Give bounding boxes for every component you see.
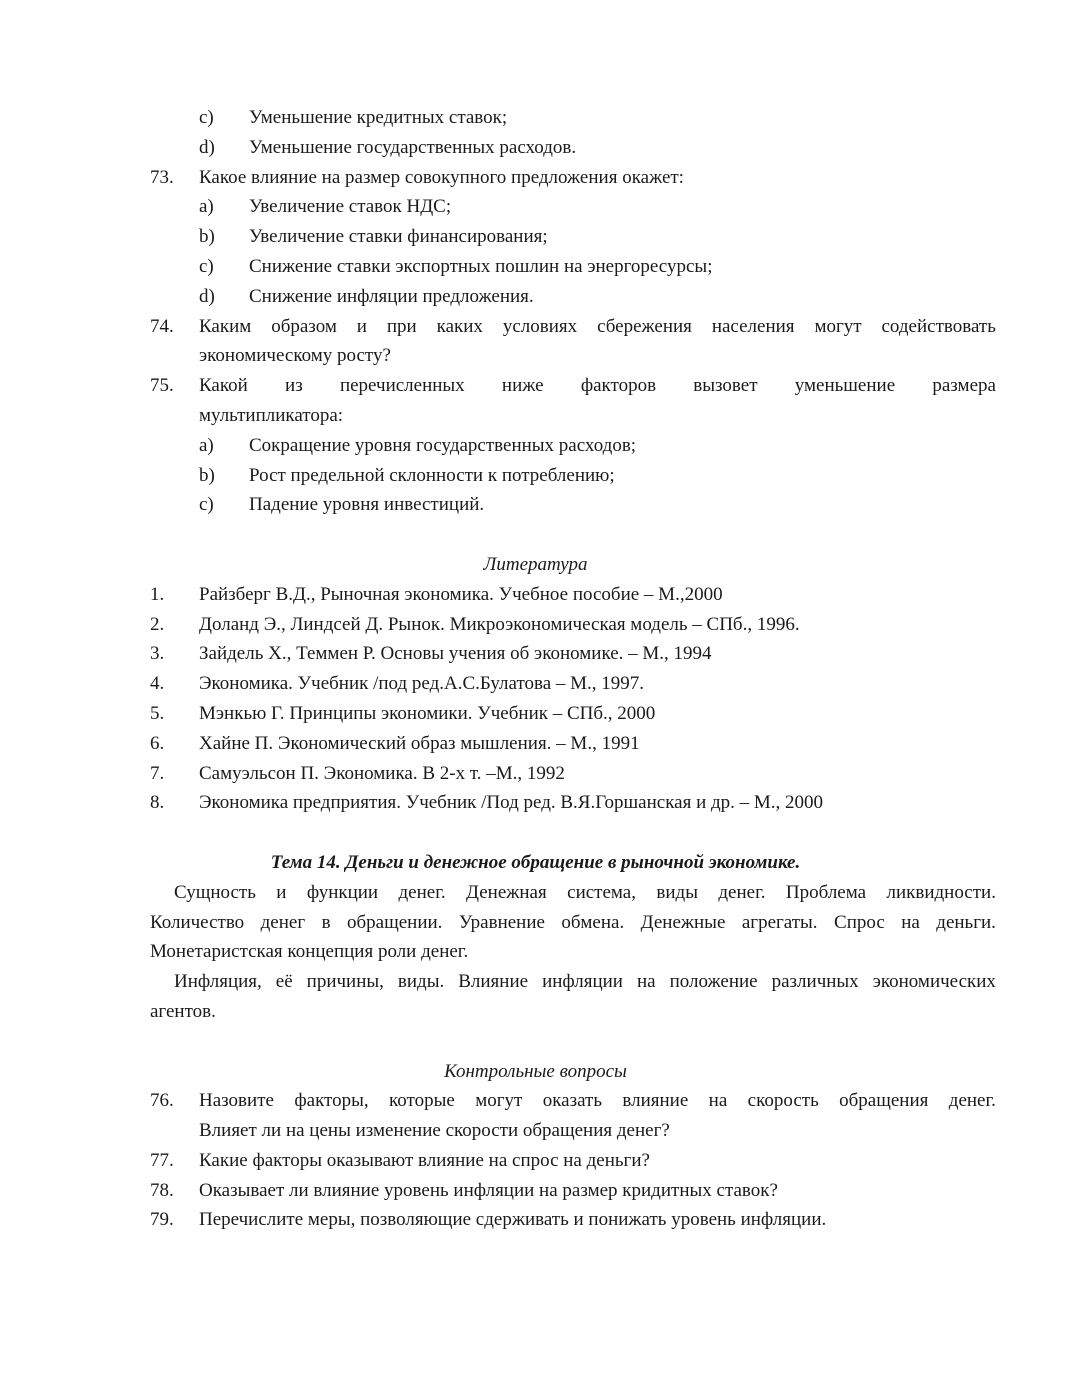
- option-letter: c): [199, 107, 214, 128]
- option-line: [0, 103, 1071, 133]
- question-text-line: [199, 1086, 996, 1116]
- word: экономических: [872, 971, 996, 993]
- question-text-line: [199, 312, 996, 342]
- literature-text: Экономика предприятия. Учебник /Под ред. В.Я.Горшанская и др. – М., 2000: [199, 792, 824, 814]
- question-continuation: [0, 1116, 1071, 1146]
- literature-heading-line: [0, 550, 1071, 580]
- word: сбережения: [597, 315, 692, 337]
- option-letter: b): [199, 226, 215, 248]
- word: каких: [436, 315, 483, 337]
- word: денег.: [948, 1090, 996, 1112]
- option-text: Увеличение ставки финансирования;: [249, 226, 548, 248]
- literature-item: [0, 580, 1071, 610]
- word: размера: [932, 375, 996, 397]
- question-73: [0, 163, 1071, 193]
- option-text: Уменьшение государственных расходов.: [249, 136, 577, 158]
- word: из: [285, 375, 303, 397]
- literature-item: [0, 610, 1071, 640]
- option-text: Снижение инфляции предложения.: [249, 285, 534, 307]
- word: её: [275, 971, 293, 993]
- option-text: Увеличение ставок НДС;: [249, 196, 452, 218]
- word: обмена.: [561, 911, 625, 933]
- question-text-line: мультипликатора:: [199, 404, 344, 426]
- literature-item: [0, 788, 1071, 818]
- word: влияние: [622, 1090, 689, 1112]
- control-heading-line: [0, 1057, 1071, 1087]
- question-77: [0, 1146, 1071, 1176]
- option-letter: b): [199, 464, 215, 486]
- option-letter: c): [199, 255, 214, 277]
- option-line: [0, 490, 1071, 520]
- word: причины,: [306, 971, 384, 993]
- question-number: 78.: [150, 1179, 174, 1201]
- word: ликвидности.: [886, 881, 996, 903]
- option-line: [0, 133, 1071, 163]
- word: скорость: [747, 1090, 819, 1112]
- word: Какой: [199, 375, 248, 397]
- word: оказать: [542, 1090, 602, 1112]
- literature-item: [0, 669, 1071, 699]
- literature-number: 7.: [150, 762, 165, 784]
- literature-number: 2.: [150, 613, 165, 635]
- word: денег.: [398, 881, 446, 903]
- literature-text: Хайне П. Экономический образ мышления. – М., 1991: [199, 732, 640, 754]
- literature-text: Мэнкью Г. Принципы экономики. Учебник – СПб., 2000: [199, 702, 656, 724]
- literature-heading: Литература: [483, 553, 588, 575]
- word: и: [276, 881, 287, 903]
- literature-item: [0, 699, 1071, 729]
- literature-item: [0, 639, 1071, 669]
- paragraph-line: [0, 908, 1071, 938]
- question-text-line: экономическому росту?: [199, 345, 391, 367]
- question-number: 77.: [150, 1149, 174, 1171]
- question-78: [0, 1176, 1071, 1206]
- option-text: Уменьшение кредитных ставок;: [249, 107, 508, 128]
- literature-text: Зайдель Х., Теммен Р. Основы учения об экономике. – М., 1994: [199, 643, 712, 665]
- question-continuation: [0, 341, 1071, 371]
- paragraph-line: [0, 878, 1071, 908]
- option-letter: a): [199, 196, 214, 218]
- literature-number: 4.: [150, 673, 165, 695]
- word: ниже: [501, 375, 544, 397]
- question-79: [0, 1205, 1071, 1235]
- word: Денежные: [640, 911, 726, 933]
- question-75: [0, 371, 1071, 401]
- option-line: [0, 461, 1071, 491]
- literature-item: [0, 729, 1071, 759]
- question-74: [0, 312, 1071, 342]
- question-number: 74.: [150, 315, 174, 337]
- word: Назовите: [199, 1090, 274, 1112]
- word: вызовет: [693, 375, 758, 397]
- word: виды.: [397, 971, 445, 993]
- paragraph-text-line: [150, 908, 996, 938]
- word: на: [636, 971, 656, 993]
- paragraph-line: [0, 997, 1071, 1027]
- literature-text: Доланд Э., Линдсей Д. Рынок. Микроэкономическая модель – СПб., 1996.: [199, 613, 800, 635]
- word: Уравнение: [458, 911, 545, 933]
- word: на: [901, 911, 920, 933]
- question-text-line: Влияет ли на цены изменение скорости обращения денег?: [199, 1120, 670, 1142]
- topic-title: Тема 14. Деньги и денежное обращение в рыночной экономике.: [270, 851, 801, 873]
- word: функции: [306, 881, 379, 903]
- question-text: Перечислите меры, позволяющие сдерживать и понижать уровень инфляции.: [199, 1209, 827, 1231]
- option-line: [0, 252, 1071, 282]
- option-letter: d): [199, 285, 215, 307]
- paragraph-line: [0, 967, 1071, 997]
- literature-text: Экономика. Учебник /под ред.А.С.Булатова – М., 1997.: [199, 673, 645, 695]
- word: Каким: [199, 315, 252, 337]
- question-text: Оказывает ли влияние уровень инфляции на размер кридитных ставок?: [199, 1179, 778, 1201]
- option-letter: c): [199, 494, 214, 516]
- word: Сущность: [174, 881, 256, 903]
- literature-number: 8.: [150, 792, 165, 814]
- word: положение: [669, 971, 758, 993]
- word: уменьшение: [794, 375, 896, 397]
- question-76: [0, 1086, 1071, 1116]
- word: обращении.: [347, 911, 443, 933]
- option-line: [0, 431, 1071, 461]
- question-text-line: [199, 371, 996, 401]
- control-questions-heading: Контрольные вопросы: [444, 1060, 627, 1082]
- paragraph-text-line: [174, 878, 996, 908]
- word: Денежная: [466, 881, 547, 903]
- question-number: 75.: [150, 375, 174, 397]
- option-line: [0, 282, 1071, 312]
- option-letter: d): [199, 136, 215, 158]
- paragraph-text-line: [174, 967, 996, 997]
- word: факторы,: [294, 1090, 369, 1112]
- option-letter: a): [199, 434, 214, 456]
- paragraph-line: [0, 937, 1071, 967]
- literature-text: Самуэльсон П. Экономика. В 2-х т. –М., 1992: [199, 762, 565, 784]
- question-number: 76.: [150, 1090, 174, 1112]
- question-text: Какие факторы оказывают влияние на спрос на деньги?: [199, 1149, 650, 1171]
- word: Проблема: [785, 881, 867, 903]
- word: виды: [656, 881, 698, 903]
- topic-title-line: [0, 848, 1071, 878]
- option-text: Сокращение уровня государственных расходов;: [249, 434, 637, 456]
- paragraph-text-line: Монетаристская концепция роли денег.: [150, 941, 469, 963]
- word: факторов: [580, 375, 657, 397]
- word: обращения: [839, 1090, 929, 1112]
- literature-number: 6.: [150, 732, 165, 754]
- question-number: 73.: [150, 166, 174, 188]
- word: различных: [771, 971, 859, 993]
- word: содействовать: [881, 315, 996, 337]
- word: денег.: [718, 881, 766, 903]
- spacer: [0, 520, 1071, 550]
- spacer: [0, 1027, 1071, 1057]
- word: денег: [260, 911, 306, 933]
- option-text: Снижение ставки экспортных пошлин на энергоресурсы;: [249, 255, 713, 277]
- word: при: [386, 315, 417, 337]
- literature-text: Райзберг В.Д., Рыночная экономика. Учебное пособие – М.,2000: [199, 583, 723, 605]
- word: которые: [389, 1090, 455, 1112]
- word: Спрос: [834, 911, 885, 933]
- word: Влияние: [458, 971, 529, 993]
- word: агрегаты.: [741, 911, 818, 933]
- word: условиях: [502, 315, 578, 337]
- literature-item: [0, 759, 1071, 789]
- word: Инфляция,: [174, 971, 262, 993]
- word: на: [708, 1090, 728, 1112]
- literature-number: 5.: [150, 702, 165, 724]
- question-number: 79.: [150, 1209, 174, 1231]
- word: могут: [814, 315, 862, 337]
- word: в: [321, 911, 331, 933]
- word: образом: [271, 315, 337, 337]
- question-text: Какое влияние на размер совокупного предложения окажет:: [199, 166, 684, 188]
- word: и: [356, 315, 367, 337]
- word: могут: [475, 1090, 523, 1112]
- option-line: [0, 192, 1071, 222]
- document-page: [0, 103, 1071, 1235]
- spacer: [0, 818, 1071, 848]
- word: деньги.: [936, 911, 996, 933]
- question-continuation: [0, 401, 1071, 431]
- option-text: Падение уровня инвестиций.: [249, 494, 485, 516]
- word: населения: [711, 315, 795, 337]
- word: система,: [567, 881, 636, 903]
- word: инфляции: [542, 971, 623, 993]
- option-line: [0, 222, 1071, 252]
- option-text: Рост предельной склонности к потреблению;: [249, 464, 615, 486]
- literature-number: 1.: [150, 583, 165, 605]
- paragraph-text-line: агентов.: [150, 1000, 216, 1022]
- literature-number: 3.: [150, 643, 165, 665]
- word: перечисленных: [339, 375, 465, 397]
- word: Количество: [150, 911, 245, 933]
